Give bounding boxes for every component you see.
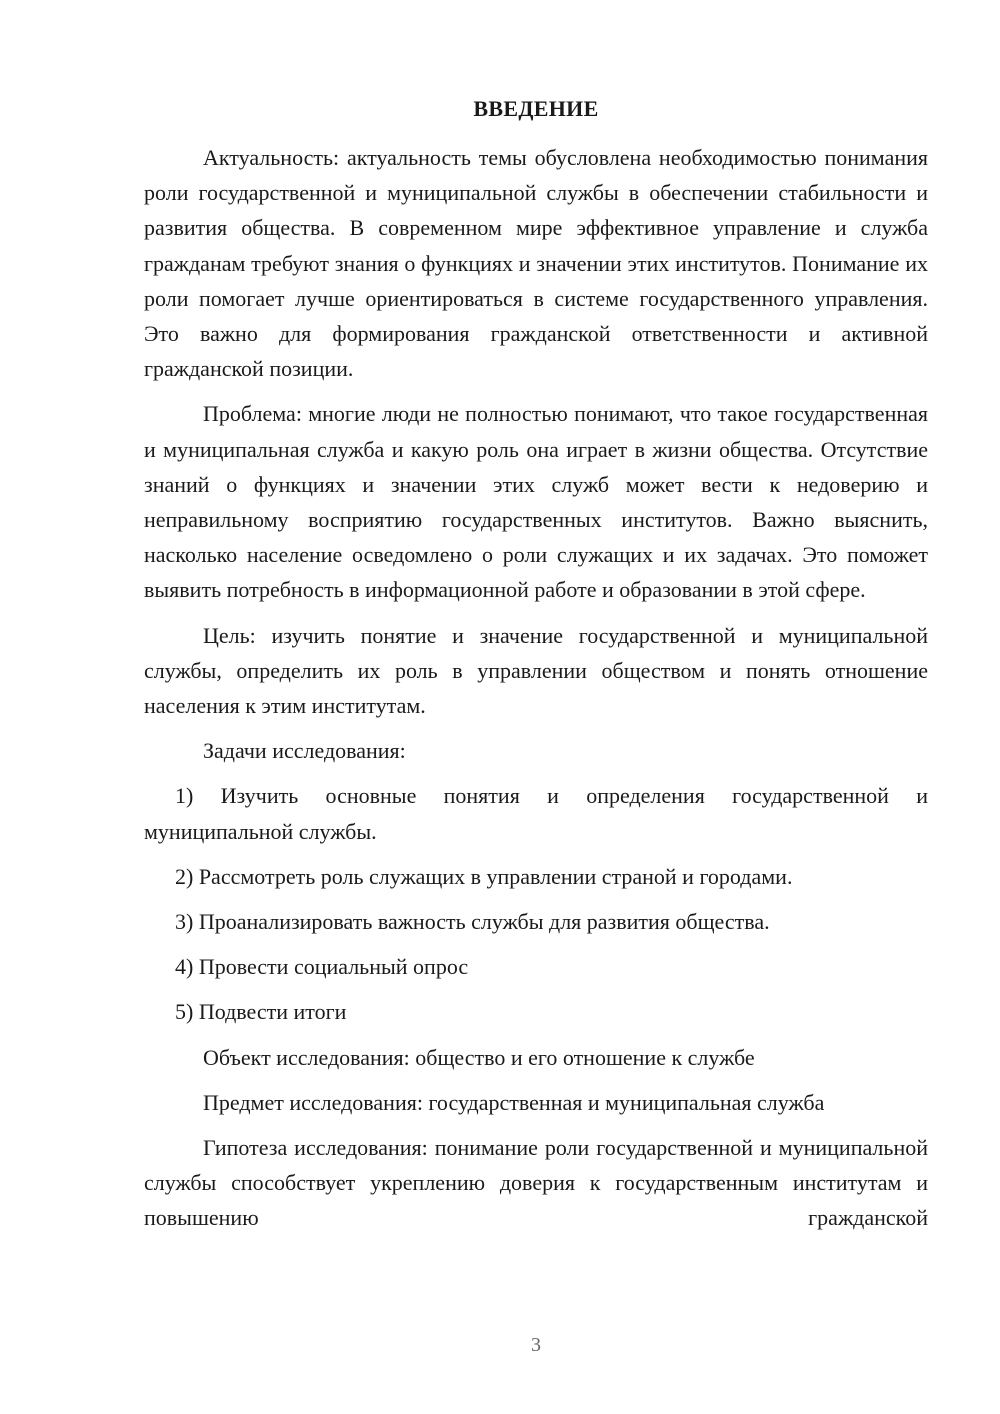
section-heading: ВВЕДЕНИЕ: [473, 96, 599, 121]
tasks-title: Задачи исследования:: [203, 738, 406, 764]
paragraph-hypothesis: Гипотеза исследования: понимание роли государственной и муниципальной службы способствует укреплению доверия к государственным институтам и повышению гражданской: [144, 1135, 928, 1231]
body-text: [144, 140, 928, 1236]
paragraph-goal: Цель: изучить понятие и значение государственной и муниципальной службы, определить их роль в управлении обществом и понять отношение населения к этим институтам.: [144, 622, 928, 719]
paragraph-relevance: Актуальность: актуальность темы обусловлена необходимостью понимания роли государственной и муниципальной службы в обеспечении стабильности и развития общества. В современном мире эффективное управление и служба гражданам требуют знания о функциях и значении этих институтов. Понимание их роли помогает лучше ориентироваться в системе государственного управления. Это важно для формирования гражданской ответственности и активной гражданской позиции.: [144, 145, 928, 382]
task-item-5: 5) Подвести итоги: [175, 999, 347, 1025]
task-item-2: 2) Рассмотреть роль служащих в управлении страной и городами.: [175, 863, 793, 889]
task-item-1: 1) Изучить основные понятия и определения государственной и муниципальной службы.: [144, 783, 928, 844]
paragraph-subject: Предмет исследования: государственная и муниципальная служба: [203, 1089, 825, 1115]
page-number: 3: [531, 1334, 541, 1356]
task-item-3: 3) Проанализировать важность службы для развития общества.: [175, 909, 770, 935]
paragraph-problem: Проблема: многие люди не полностью понимают, что такое государственная и муниципальная служба и какую роль она играет в жизни общества. Отсутствие знаний о функциях и значении этих служб может вести к недоверию и неправильному восприятию государственных институтов. Важно выяснить, насколько население осведомлено о роли служащих и их задачах. Это поможет выявить потребность в информационной работе и образовании в этой сфере.: [144, 401, 928, 603]
task-item-4: 4) Провести социальный опрос: [175, 954, 469, 980]
paragraph-object: Объект исследования: общество и его отношение к службе: [203, 1044, 755, 1070]
